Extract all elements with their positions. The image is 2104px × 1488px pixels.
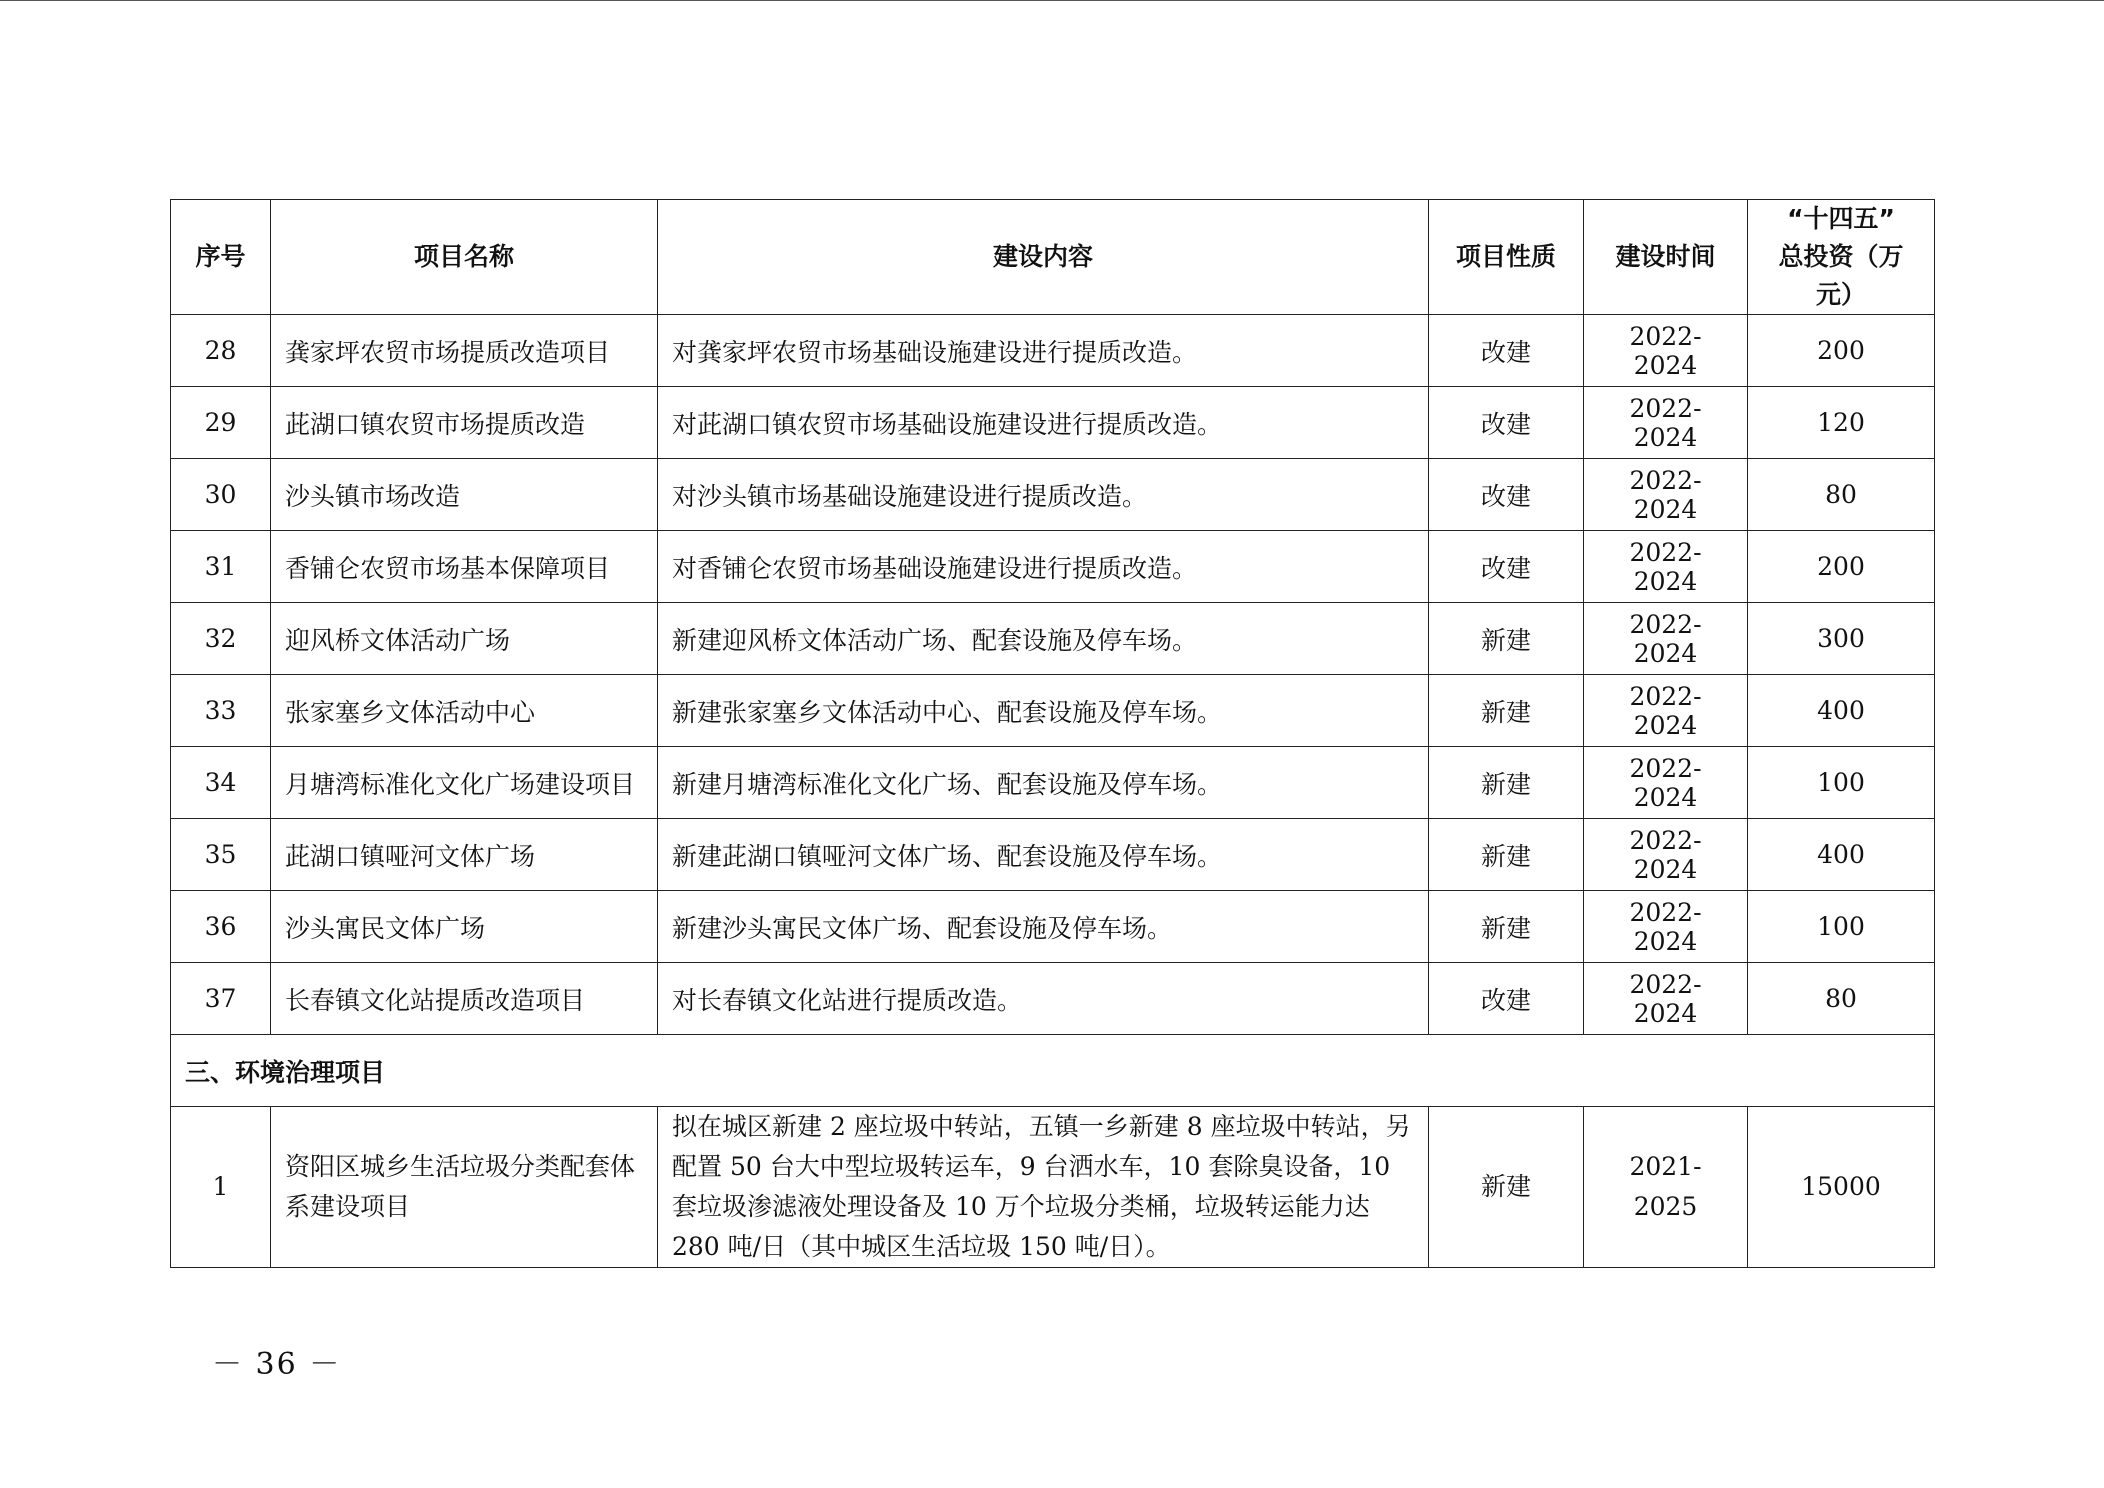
header-investment xyxy=(1748,200,1935,315)
cell-name: 张家塞乡文体活动中心 xyxy=(271,675,658,747)
table-row xyxy=(171,747,1935,819)
cell-name: 长春镇文化站提质改造项目 xyxy=(271,963,658,1035)
cell-investment: 300 xyxy=(1748,603,1935,675)
header-name: 项目名称 xyxy=(271,200,658,315)
cell-seq: 31 xyxy=(171,531,271,603)
cell-name: 沙头寓民文体广场 xyxy=(271,891,658,963)
cell-name: 月塘湾标准化文化广场建设项目 xyxy=(271,747,658,819)
cell-time: 2022-2024 xyxy=(1584,315,1748,387)
cell-time: 2022-2024 xyxy=(1584,891,1748,963)
header-seq: 序号 xyxy=(171,200,271,315)
cell-seq: 34 xyxy=(171,747,271,819)
cell-nature: 新建 xyxy=(1429,675,1584,747)
cell-nature: 改建 xyxy=(1429,387,1584,459)
cell-investment: 200 xyxy=(1748,315,1935,387)
cell-seq: 35 xyxy=(171,819,271,891)
cell-investment: 400 xyxy=(1748,819,1935,891)
cell-name: 香铺仑农贸市场基本保障项目 xyxy=(271,531,658,603)
cell-nature: 改建 xyxy=(1429,531,1584,603)
cell-time: 2022-2024 xyxy=(1584,819,1748,891)
cell-seq: 32 xyxy=(171,603,271,675)
header-row xyxy=(171,200,1935,315)
cell-investment: 120 xyxy=(1748,387,1935,459)
cell-content: 对香铺仑农贸市场基础设施建设进行提质改造。 xyxy=(658,531,1429,603)
table-row xyxy=(171,891,1935,963)
cell-content: 对长春镇文化站进行提质改造。 xyxy=(658,963,1429,1035)
table-body xyxy=(171,315,1935,1268)
cell-investment: 15000 xyxy=(1748,1107,1935,1268)
cell-name: 龚家坪农贸市场提质改造项目 xyxy=(271,315,658,387)
cell-investment: 200 xyxy=(1748,531,1935,603)
cell-time: 2022-2024 xyxy=(1584,459,1748,531)
cell-nature: 改建 xyxy=(1429,315,1584,387)
cell-seq: 37 xyxy=(171,963,271,1035)
page-number: － 36 － xyxy=(212,1347,342,1382)
cell-content: 对龚家坪农贸市场基础设施建设进行提质改造。 xyxy=(658,315,1429,387)
header-investment-line2: 总投资（万元） xyxy=(1778,242,1904,309)
table-row xyxy=(171,531,1935,603)
cell-name: 迎风桥文体活动广场 xyxy=(271,603,658,675)
cell-seq: 28 xyxy=(171,315,271,387)
table-row xyxy=(171,459,1935,531)
table-row xyxy=(171,1107,1935,1268)
cell-nature: 新建 xyxy=(1429,747,1584,819)
cell-name: 资阳区城乡生活垃圾分类配套体系建设项目 xyxy=(271,1107,658,1268)
cell-content: 新建张家塞乡文体活动中心、配套设施及停车场。 xyxy=(658,675,1429,747)
header-content: 建设内容 xyxy=(658,200,1429,315)
cell-content: 新建月塘湾标准化文化广场、配套设施及停车场。 xyxy=(658,747,1429,819)
cell-name: 茈湖口镇农贸市场提质改造 xyxy=(271,387,658,459)
table-row xyxy=(171,603,1935,675)
cell-time: 2022-2024 xyxy=(1584,603,1748,675)
cell-content: 新建迎风桥文体活动广场、配套设施及停车场。 xyxy=(658,603,1429,675)
header-time: 建设时间 xyxy=(1584,200,1748,315)
cell-time: 2022-2024 xyxy=(1584,963,1748,1035)
table-row xyxy=(171,963,1935,1035)
section-heading-row xyxy=(171,1035,1935,1107)
cell-nature: 改建 xyxy=(1429,963,1584,1035)
table-row xyxy=(171,819,1935,891)
cell-seq: 33 xyxy=(171,675,271,747)
table-row xyxy=(171,387,1935,459)
cell-time: 2021-2025 xyxy=(1584,1107,1748,1268)
cell-seq: 36 xyxy=(171,891,271,963)
header-nature: 项目性质 xyxy=(1429,200,1584,315)
cell-name: 沙头镇市场改造 xyxy=(271,459,658,531)
cell-content: 对茈湖口镇农贸市场基础设施建设进行提质改造。 xyxy=(658,387,1429,459)
cell-time: 2022-2024 xyxy=(1584,747,1748,819)
cell-nature: 新建 xyxy=(1429,1107,1584,1268)
cell-investment: 80 xyxy=(1748,963,1935,1035)
cell-nature: 新建 xyxy=(1429,603,1584,675)
cell-time: 2022-2024 xyxy=(1584,675,1748,747)
cell-investment: 80 xyxy=(1748,459,1935,531)
cell-time: 2022-2024 xyxy=(1584,531,1748,603)
cell-name: 茈湖口镇哑河文体广场 xyxy=(271,819,658,891)
table-header xyxy=(171,200,1935,315)
project-table xyxy=(170,199,1935,1268)
section-heading: 三、环境治理项目 xyxy=(171,1035,1935,1107)
cell-content: 拟在城区新建 2 座垃圾中转站，五镇一乡新建 8 座垃圾中转站，另配置 50 台大中型垃圾转运车，9 台洒水车，10 套除臭设备，10 套垃圾渗滤液处理设备及 10 万个垃圾分类桶，垃圾转运能力达 280 吨/日（其中城区生活垃圾 150 吨/日）。 xyxy=(658,1107,1429,1268)
cell-investment: 100 xyxy=(1748,891,1935,963)
cell-nature: 改建 xyxy=(1429,459,1584,531)
header-investment-line1: “十四五” xyxy=(1787,204,1895,233)
page-top-border xyxy=(0,0,2104,1)
cell-seq: 29 xyxy=(171,387,271,459)
table-row xyxy=(171,675,1935,747)
cell-investment: 400 xyxy=(1748,675,1935,747)
cell-time: 2022-2024 xyxy=(1584,387,1748,459)
cell-content: 新建茈湖口镇哑河文体广场、配套设施及停车场。 xyxy=(658,819,1429,891)
cell-content: 新建沙头寓民文体广场、配套设施及停车场。 xyxy=(658,891,1429,963)
cell-nature: 新建 xyxy=(1429,891,1584,963)
cell-seq: 1 xyxy=(171,1107,271,1268)
table-row xyxy=(171,315,1935,387)
cell-content: 对沙头镇市场基础设施建设进行提质改造。 xyxy=(658,459,1429,531)
cell-nature: 新建 xyxy=(1429,819,1584,891)
cell-seq: 30 xyxy=(171,459,271,531)
cell-investment: 100 xyxy=(1748,747,1935,819)
